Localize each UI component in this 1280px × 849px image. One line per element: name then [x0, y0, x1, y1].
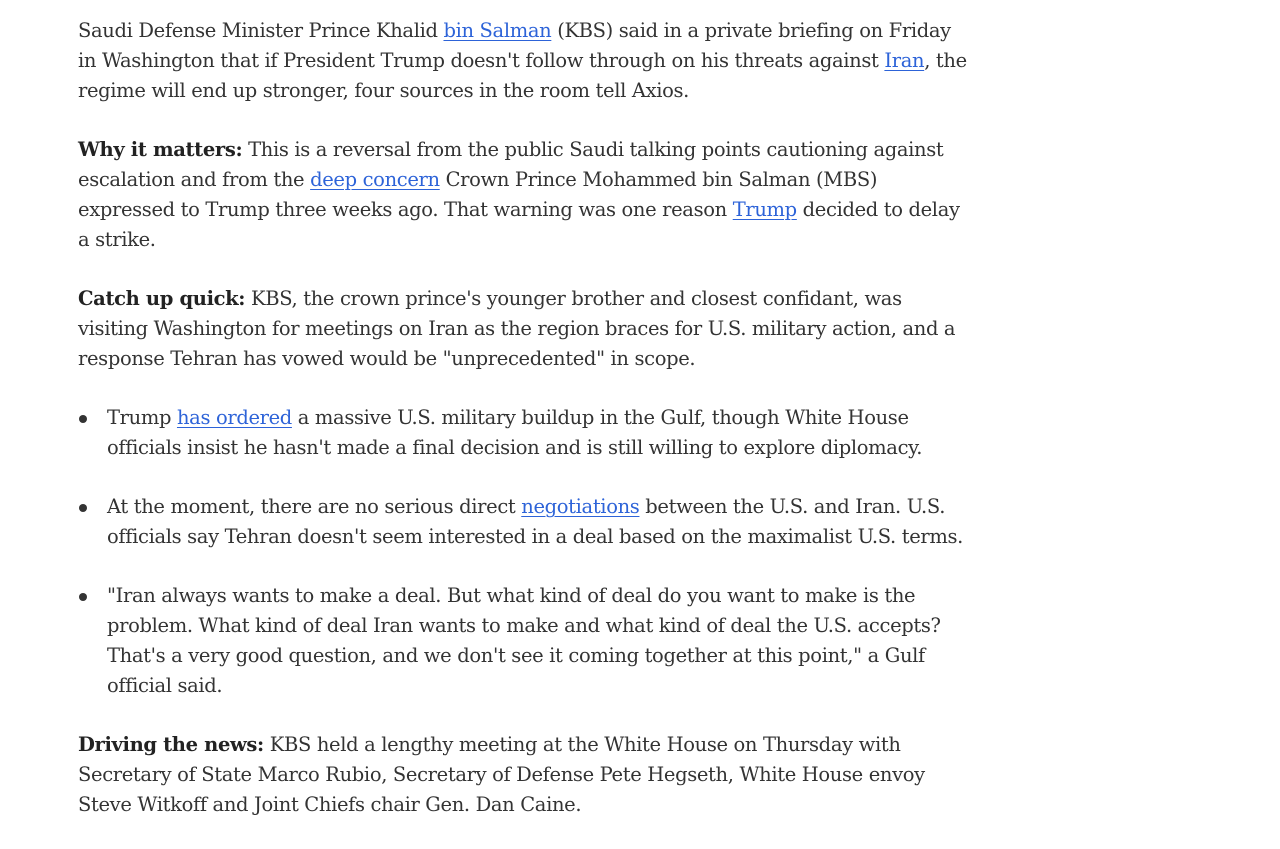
bullet-3-text: "Iran always wants to make a deal. But what kind of deal do you want to make is the problem. What kind of deal Iran wants to make and what kind of deal the U.S. accepts? That's a very good question, and we don't see it coming together at this point," a Gulf official said. [107, 584, 941, 697]
driving-text: KBS held a lengthy meeting at the White House on Thursday with Secretary of State Marco Rubio, Secretary of Defense Pete Hegseth, White House envoy Steve Witkoff and Joint Chiefs chair Gen. Dan Caine. [78, 733, 925, 816]
list-item [78, 492, 968, 552]
catch-up-paragraph [78, 284, 968, 374]
bullet-1-text-2: a massive U.S. military buildup in the Gulf, though White House officials insist he hasn't made a final decision and is still willing to explore diplomacy. [107, 406, 923, 459]
intro-text-3: , the regime will end up stronger, four sources in the room tell Axios. [78, 49, 967, 102]
bullet-2-text-2: between the U.S. and Iran. U.S. officials say Tehran doesn't seem interested in a deal based on the maximalist U.S. terms. [107, 495, 964, 548]
has-ordered-link[interactable]: has ordered [176, 406, 292, 429]
driving-the-news-label: Driving the news: [78, 733, 264, 756]
catch-up-text: KBS, the crown prince's younger brother and closest confidant, was visiting Washington for meetings on Iran as the region braces for U.S. military action, and a response Tehran has vowed would be "unprecedented" in scope. [78, 287, 956, 370]
bin-salman-link[interactable]: bin Salman [443, 19, 552, 42]
bullet-list [78, 403, 968, 701]
intro-paragraph [78, 16, 968, 106]
bullet-icon [79, 504, 87, 512]
intro-text-2: (KBS) said in a private briefing on Friday in Washington that if President Trump doesn't follow through on his threats against [78, 19, 951, 72]
bullet-2-text-1: At the moment, there are no serious direct [107, 495, 522, 518]
why-text-2: Crown Prince Mohammed bin Salman (MBS) expressed to Trump three weeks ago. That warning was one reason [78, 168, 878, 221]
deep-concern-link[interactable]: deep concern [310, 168, 440, 191]
bullet-icon [79, 593, 87, 601]
catch-up-label: Catch up quick: [78, 287, 246, 310]
negotiations-link[interactable]: negotiations [521, 495, 640, 518]
intro-text-1: Saudi Defense Minister Prince Khalid [78, 19, 444, 42]
bullet-1-text-1: Trump [107, 406, 177, 429]
article-body [78, 16, 968, 849]
bullet-icon [79, 415, 87, 423]
trump-link[interactable]: Trump [732, 198, 797, 221]
iran-link[interactable]: Iran [884, 49, 925, 72]
why-it-matters-paragraph [78, 135, 968, 255]
list-item [78, 581, 968, 701]
why-it-matters-label: Why it matters: [78, 138, 243, 161]
why-text-3: decided to delay a strike. [78, 198, 960, 251]
why-text-1: This is a reversal from the public Saudi talking points cautioning against escalation and from the [78, 138, 944, 191]
driving-the-news-paragraph [78, 730, 968, 820]
list-item [78, 403, 968, 463]
